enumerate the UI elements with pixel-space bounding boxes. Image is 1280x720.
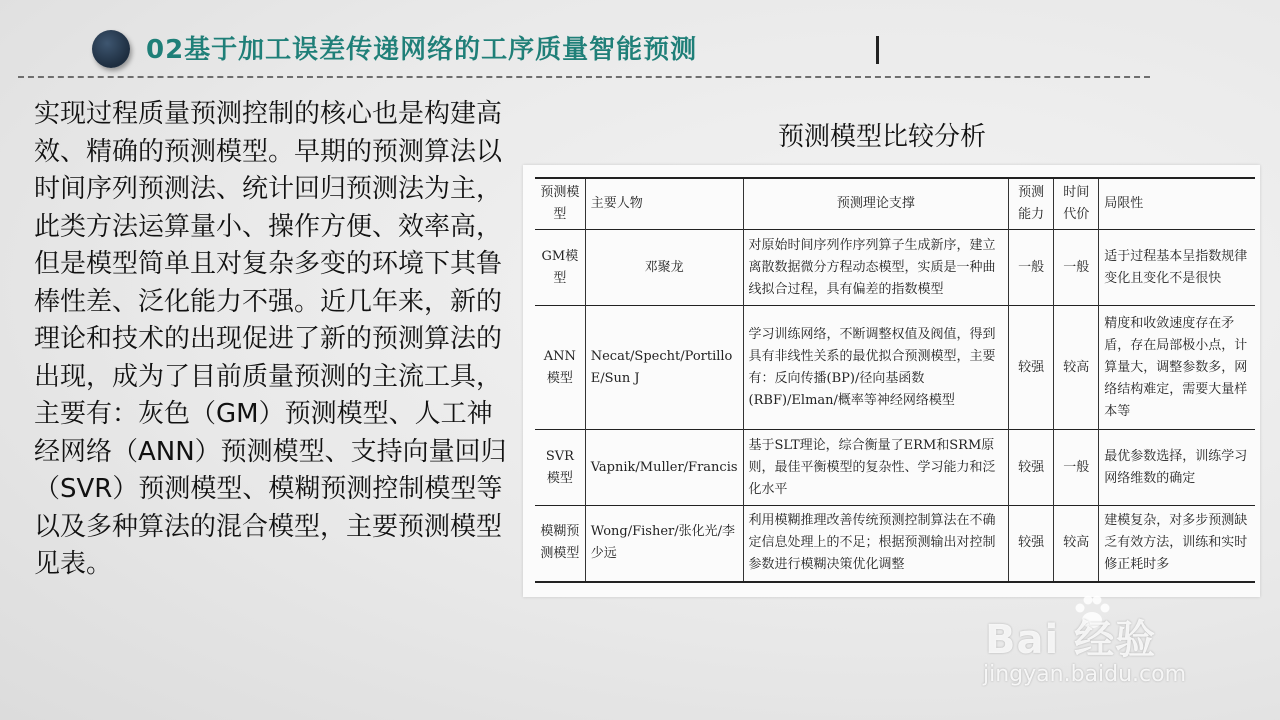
cell-limitation: 建模复杂，对多步预测缺乏有效方法，训练和实时修正耗时多: [1099, 506, 1255, 582]
title-bullet-icon: [92, 30, 130, 68]
table-row: [535, 430, 1255, 506]
header-people: 主要人物: [585, 178, 743, 230]
cell-limitation: 最优参数选择，训练学习网络维数的确定: [1099, 430, 1255, 506]
cell-time-cost: 一般: [1054, 230, 1099, 306]
cell-time-cost: 一般: [1054, 430, 1099, 506]
header-theory: 预测理论支撑: [743, 178, 1009, 230]
cell-time-cost: 较高: [1054, 506, 1099, 582]
cell-ability: 较强: [1009, 306, 1054, 430]
title-divider: [18, 76, 1150, 78]
cell-model: ANN模型: [535, 306, 585, 430]
table-row: [535, 506, 1255, 582]
cell-time-cost: 较高: [1054, 306, 1099, 430]
watermark-logo-text: Bai 经验: [985, 617, 1157, 663]
cell-people: Wong/Fisher/张化光/李少远: [585, 506, 743, 582]
cell-ability: 较强: [1009, 430, 1054, 506]
cell-model: SVR模型: [535, 430, 585, 506]
cell-people: 邓聚龙: [585, 230, 743, 306]
title-cursor-bar: [876, 36, 879, 64]
cell-theory: 基于SLT理论，综合衡量了ERM和SRM原则，最佳平衡模型的复杂性、学习能力和泛化水平: [743, 430, 1009, 506]
table-caption: 预测模型比较分析: [778, 122, 987, 152]
body-paragraph: 实现过程质量预测控制的核心也是构建高效、精确的预测模型。早期的预测算法以时间序列预测法、统计回归预测法为主，此类方法运算量小、操作方便、效率高，但是模型简单且对复杂多变的环境下其鲁棒性差、泛化能力不强。近几年来，新的理论和技术的出现促进了新的预测算法的出现，成为了目前质量预测的主流工具，主要有：灰色（GM）预测模型、人工神经网络（ANN）预测模型、支持向量回归（SVR）预测模型、模糊预测控制模型等以及多种算法的混合模型，主要预测模型见表。: [34, 99, 507, 579]
cell-limitation: 适于过程基本呈指数规律变化且变化不是很快: [1099, 230, 1255, 306]
table-row: [535, 306, 1255, 430]
baidu-watermark: [975, 590, 1275, 710]
comparison-table-image: [523, 165, 1260, 597]
header-ability: 预测能力: [1009, 178, 1054, 230]
cell-model: GM模型: [535, 230, 585, 306]
watermark-url: jingyan.baidu.com: [983, 662, 1187, 687]
table-row: [535, 230, 1255, 306]
slide-title: 02基于加工误差传递网络的工序质量智能预测: [146, 35, 698, 65]
cell-theory: 学习训练网络，不断调整权值及阀值，得到具有非线性关系的最优拟合预测模型，主要有：反向传播(BP)/径向基函数(RBF)/Elman/概率等神经网络模型: [743, 306, 1009, 430]
comparison-table: [535, 177, 1255, 583]
cell-theory: 对原始时间序列作序列算子生成新序，建立离散数据微分方程动态模型，实质是一种曲线拟合过程，具有偏差的指数模型: [743, 230, 1009, 306]
cell-people: Necat/Specht/Portillo E/Sun J: [585, 306, 743, 430]
cell-limitation: 精度和收敛速度存在矛盾，存在局部极小点，计算量大，调整参数多，网络结构难定，需要大量样本等: [1099, 306, 1255, 430]
cell-ability: 较强: [1009, 506, 1054, 582]
header-limitation: 局限性: [1099, 178, 1255, 230]
header-time-cost: 时间代价: [1054, 178, 1099, 230]
header-model: 预测模型: [535, 178, 585, 230]
cell-model: 模糊预测模型: [535, 506, 585, 582]
cell-theory: 利用模糊推理改善传统预测控制算法在不确定信息处理上的不足；根据预测输出对控制参数进行模糊决策优化调整: [743, 506, 1009, 582]
cell-people: Vapnik/Muller/Francis: [585, 430, 743, 506]
cell-ability: 一般: [1009, 230, 1054, 306]
table-header-row: [535, 178, 1255, 230]
